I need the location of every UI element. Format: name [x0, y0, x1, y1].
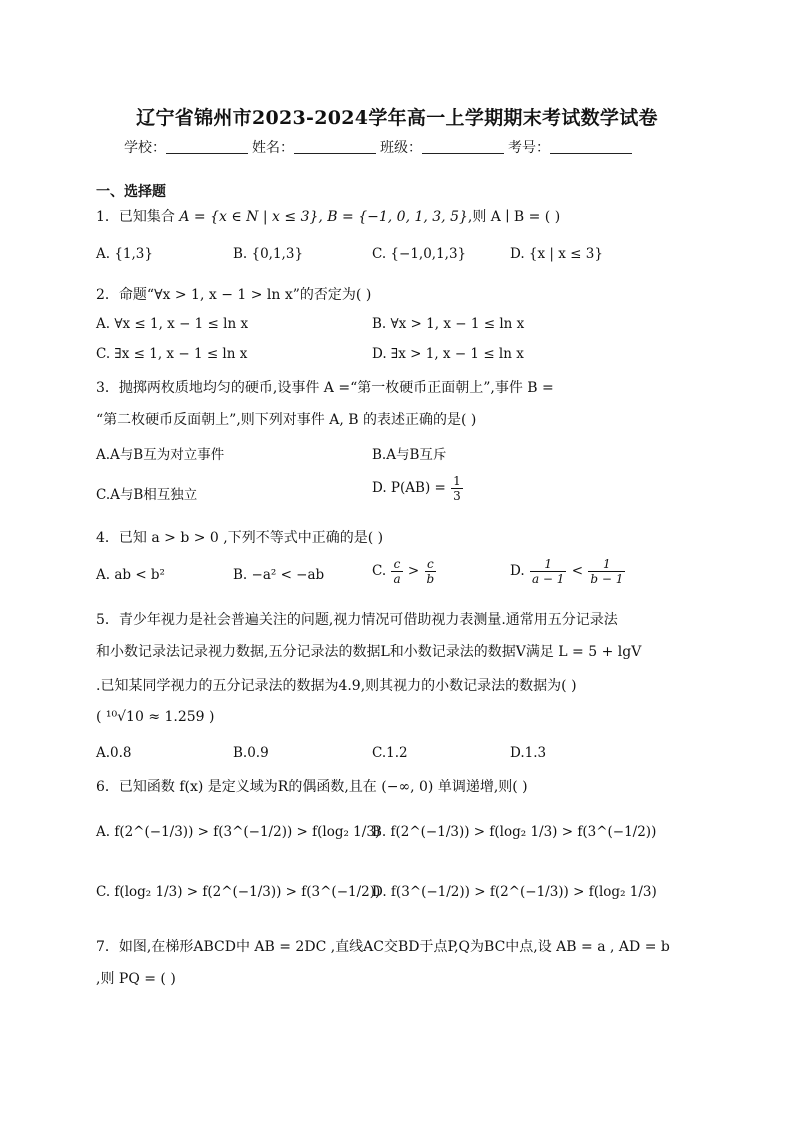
q6-option-a: A. f(2^(−1/3)) > f(3^(−1/2)) > f(log₂ 1/3) [96, 824, 381, 840]
q1-set-b: , B = {−1, 0, 1, 3, 5} [318, 209, 468, 225]
q1-tail: ,则 A ∣ B = ( ) [467, 209, 561, 225]
q1-option-b: B. {0,1,3} [233, 246, 304, 262]
question-6-stem: 6．已知函数 f(x) 是定义域为R的偶函数,且在 (−∞, 0) 单调递增,则( ) [96, 779, 528, 795]
fraction-denominator: 3 [453, 489, 461, 503]
q3-option-b: B.A与B互斥 [372, 447, 447, 463]
q5-option-a: A.0.8 [96, 745, 132, 761]
q4-option-c-fraction-2 [425, 557, 437, 586]
fraction-numerator: 1 [453, 474, 461, 488]
name-blank[interactable] [294, 139, 376, 154]
q5-option-d: D.1.3 [510, 745, 547, 761]
question-5-line-2: 和小数记录法记录视力数据,五分记录法的数据L和小数记录法的数据V满足 L = 5 + lgV [96, 644, 642, 660]
student-info-row [124, 137, 636, 157]
q5-option-c: C.1.2 [372, 745, 408, 761]
name-label: 姓名： [252, 140, 294, 156]
q2-option-a: A. ∀x ≤ 1, x − 1 ≤ ln x [96, 316, 249, 332]
fraction-denominator: a [393, 572, 401, 586]
question-3-line-1: 3．抛掷两枚质地均匀的硬币,设事件 A =“第一枚硬币正面朝上”,事件 B = [96, 380, 554, 396]
school-blank[interactable] [166, 139, 248, 154]
question-7-line-2: ,则 PQ = ( ) [96, 971, 176, 987]
q4-option-c [372, 557, 437, 586]
q4-option-c-fraction-1 [391, 557, 402, 586]
q3-option-c: C.A与B相互独立 [96, 487, 198, 503]
q4-option-c-prefix: C. [372, 563, 387, 579]
class-label: 班级： [380, 140, 422, 156]
q1-option-a: A. {1,3} [96, 246, 153, 262]
q1-stem-text: 1．已知集合 [96, 209, 175, 225]
q6-option-b: B. f(2^(−1/3)) > f(log₂ 1/3) > f(3^(−1/2)) [372, 824, 657, 840]
q4-option-d-fraction-2 [588, 557, 625, 586]
number-label: 考号： [508, 140, 550, 156]
q4-option-d [510, 557, 626, 586]
q1-option-d: D. {x | x ≤ 3} [510, 246, 603, 262]
q2-option-b: B. ∀x > 1, x − 1 ≤ ln x [372, 316, 525, 332]
question-3-line-2: “第二枚硬币反面朝上”,则下列对事件 A, B 的表述正确的是( ) [96, 412, 477, 428]
question-1-stem [96, 206, 560, 226]
q4-option-d-operator: < [571, 563, 584, 579]
q6-option-d: D. f(3^(−1/2)) > f(2^(−1/3)) > f(log₂ 1/3) [372, 884, 657, 900]
section-heading: 一、选择题 [96, 184, 166, 200]
q6-option-c: C. f(log₂ 1/3) > f(2^(−1/3)) > f(3^(−1/2)) [96, 884, 381, 900]
fraction-denominator: b [426, 572, 435, 586]
question-4-stem: 4．已知 a > b > 0 ,下列不等式中正确的是( ) [96, 530, 384, 546]
question-7-line-1: 7．如图,在梯形ABCD中 AB = 2DC ,直线AC交BD于点P,Q为BC中点,设 AB = a , AD = b [96, 939, 670, 955]
q2-option-d: D. ∃x > 1, x − 1 ≤ ln x [372, 346, 524, 362]
q5-option-b: B.0.9 [233, 745, 269, 761]
q1-set-a: A = {x ∈ N | x ≤ 3} [179, 209, 319, 225]
q4-option-d-fraction-1 [530, 557, 566, 586]
q4-option-d-prefix: D. [510, 563, 525, 579]
question-2-stem: 2．命题“∀x > 1, x − 1 > ln x”的否定为( ) [96, 287, 372, 303]
q4-option-a: A. ab < b² [96, 567, 165, 583]
fraction-denominator: a − 1 [531, 572, 565, 586]
fraction-numerator: c [425, 557, 437, 572]
question-5-line-4: ( ¹⁰√10 ≈ 1.259 ) [96, 709, 215, 725]
fraction-numerator: 1 [530, 557, 566, 572]
question-5-line-1: 5．青少年视力是社会普遍关注的问题,视力情况可借助视力表测量.通常用五分记录法 [96, 612, 618, 628]
class-blank[interactable] [422, 139, 504, 154]
q4-option-c-operator: > [407, 563, 420, 579]
q3-option-d-prefix: D. P(AB) = [372, 480, 446, 496]
q4-option-b: B. −a² < −ab [233, 567, 325, 583]
exam-title: 辽宁省锦州市2023-2024学年高一上学期期末考试数学试卷 [136, 107, 658, 129]
fraction-denominator: b − 1 [590, 572, 624, 586]
number-blank[interactable] [550, 139, 632, 154]
q3-option-d-fraction [451, 474, 463, 503]
q2-option-c: C. ∃x ≤ 1, x − 1 ≤ ln x [96, 346, 248, 362]
fraction-numerator: 1 [588, 557, 625, 572]
school-label: 学校： [124, 140, 166, 156]
q1-option-c: C. {−1,0,1,3} [372, 246, 467, 262]
q3-option-d [372, 474, 464, 503]
fraction-numerator: c [391, 557, 402, 572]
q3-option-a: A.A与B互为对立事件 [96, 447, 225, 463]
question-5-line-3: .已知某同学视力的五分记录法的数据为4.9,则其视力的小数记录法的数据为( ) [96, 678, 577, 694]
